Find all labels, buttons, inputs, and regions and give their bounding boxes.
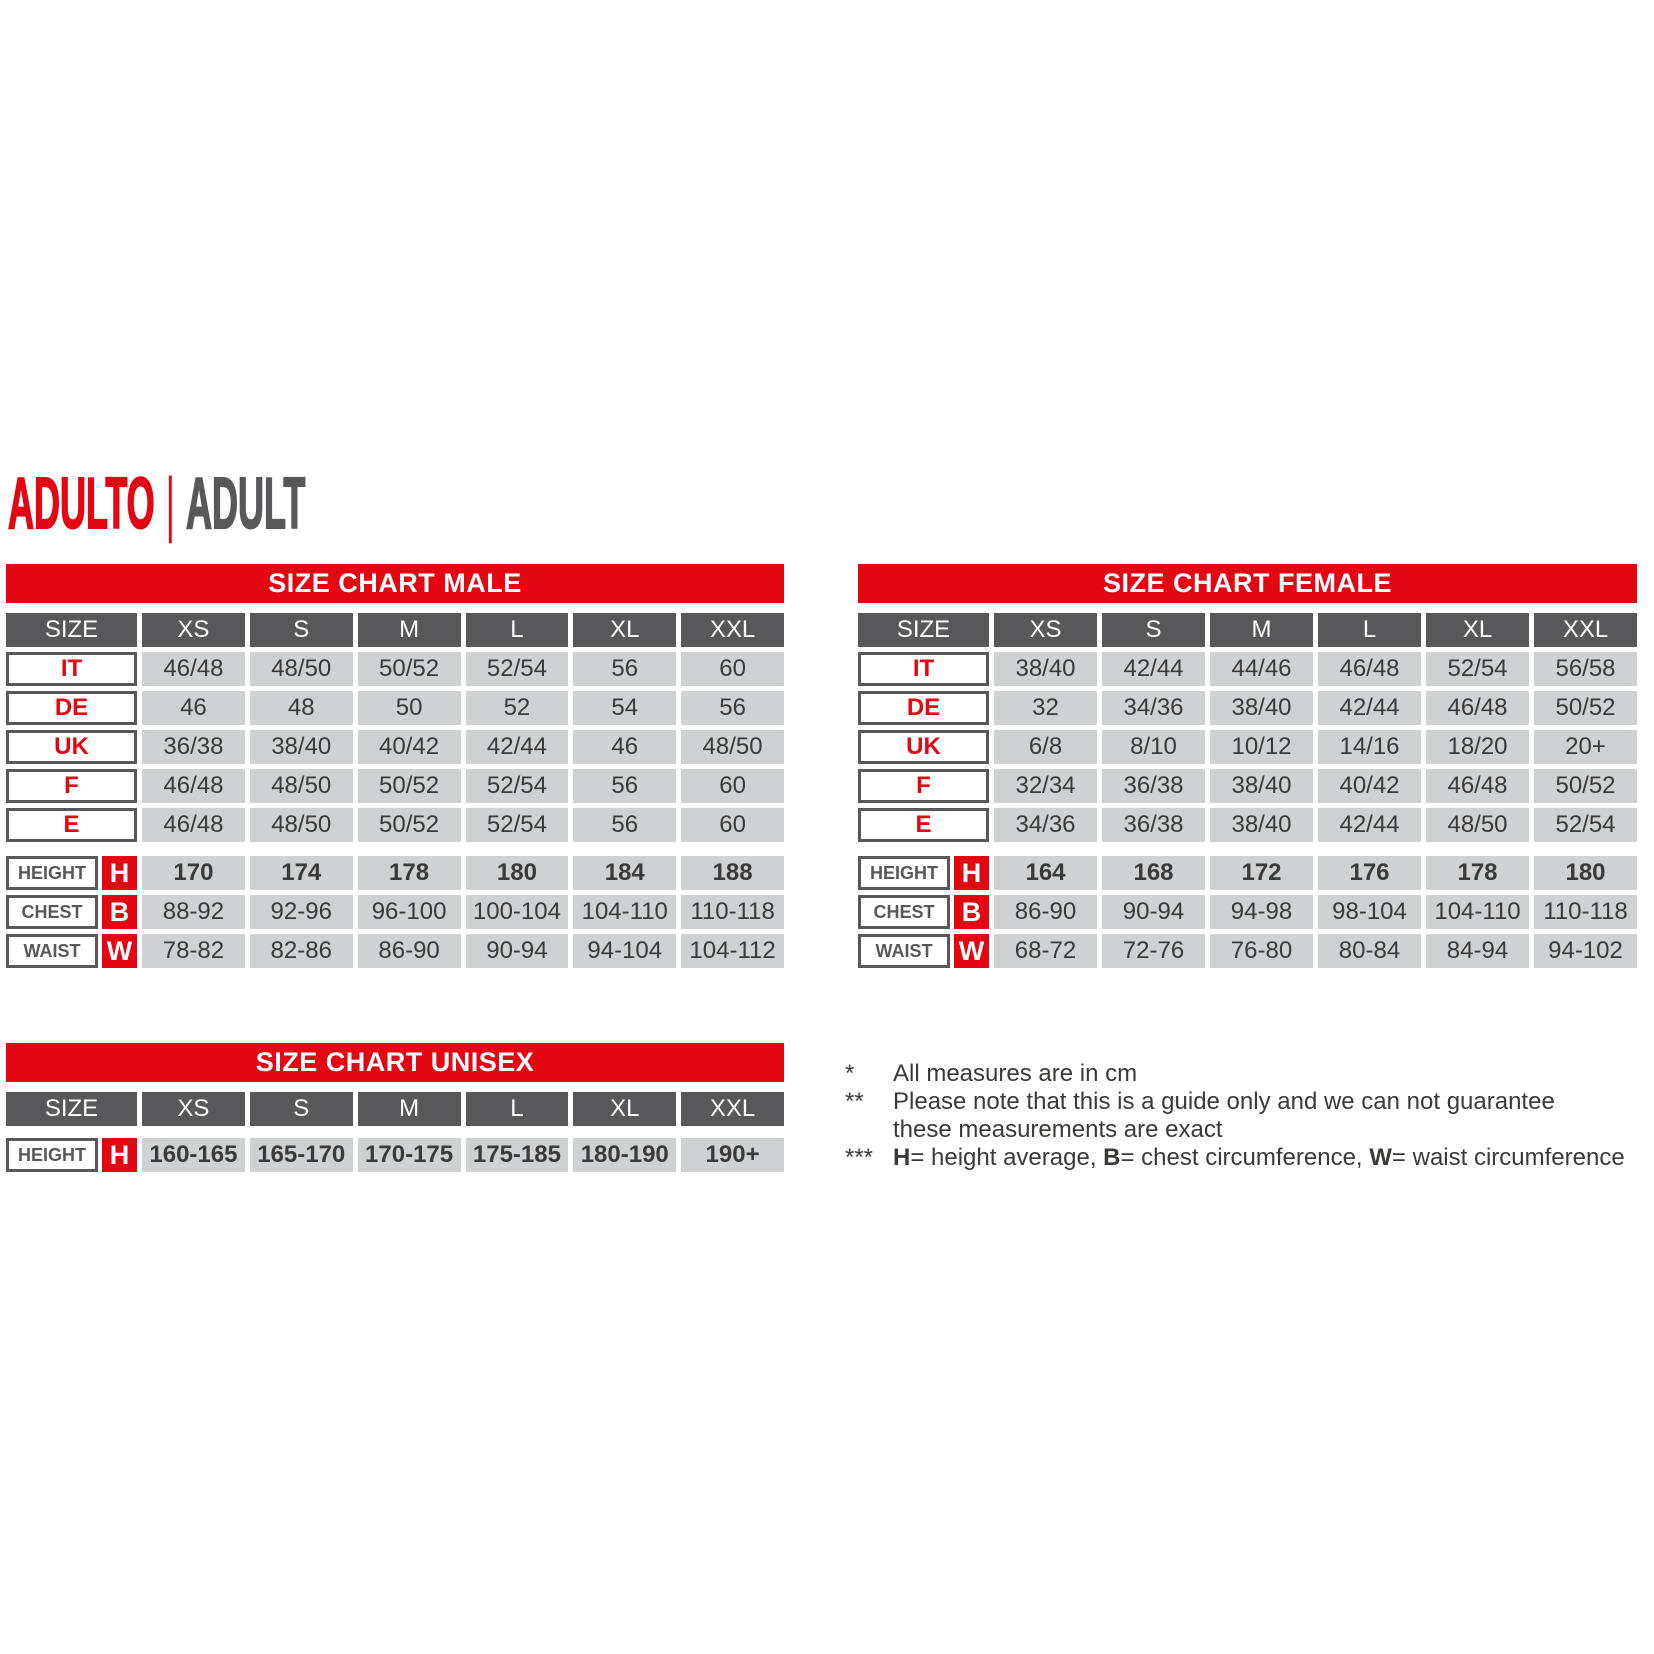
size-header-cell: SIZE bbox=[6, 1092, 137, 1126]
measure-value-cell: 90-94 bbox=[1102, 895, 1205, 929]
measure-value-cell: 104-112 bbox=[681, 934, 784, 968]
measure-label-waist bbox=[6, 934, 137, 968]
size-chart-unisex bbox=[6, 1043, 784, 1172]
size-value-cell: 60 bbox=[681, 769, 784, 803]
footnote-bold-term: B bbox=[1103, 1144, 1121, 1171]
size-system-label-uk: UK bbox=[6, 730, 137, 764]
measure-value-cell: 160-165 bbox=[142, 1138, 245, 1172]
measure-value-cell: 96-100 bbox=[358, 895, 461, 929]
size-value-cell: 50/52 bbox=[1534, 691, 1637, 725]
size-value-cell: 36/38 bbox=[1102, 769, 1205, 803]
footnote-marker: *** bbox=[845, 1144, 874, 1171]
table-title-banner: SIZE CHART UNISEX bbox=[6, 1043, 784, 1082]
measure-letter-h: H bbox=[102, 856, 137, 890]
size-value-cell: 32 bbox=[994, 691, 1097, 725]
measure-value-cell: 175-185 bbox=[466, 1138, 569, 1172]
footnote-segment: = chest circumference, bbox=[1120, 1144, 1370, 1171]
measure-value-cell: 98-104 bbox=[1318, 895, 1421, 929]
size-value-cell: 46 bbox=[573, 730, 676, 764]
footnote bbox=[845, 1144, 1651, 1172]
column-header-xl: XL bbox=[573, 1092, 676, 1126]
measure-value-cell: 174 bbox=[250, 856, 353, 890]
footnote bbox=[845, 1060, 1651, 1088]
measure-value-cell: 188 bbox=[681, 856, 784, 890]
size-value-cell: 38/40 bbox=[1210, 769, 1313, 803]
size-value-cell: 36/38 bbox=[1102, 808, 1205, 842]
measure-value-cell: 184 bbox=[573, 856, 676, 890]
measure-value-cell: 104-110 bbox=[1426, 895, 1529, 929]
size-value-cell: 52/54 bbox=[466, 769, 569, 803]
column-header-m: M bbox=[1210, 613, 1313, 647]
measure-value-cell: 190+ bbox=[681, 1138, 784, 1172]
size-value-cell: 50/52 bbox=[358, 808, 461, 842]
footnote-segment: Please note that this is a guide only and we can not guarantee these measurements are exact bbox=[893, 1088, 1555, 1143]
column-header-xs: XS bbox=[142, 613, 245, 647]
measure-value-cell: 180 bbox=[466, 856, 569, 890]
size-value-cell: 42/44 bbox=[1318, 691, 1421, 725]
measure-label-waist bbox=[858, 934, 989, 968]
size-value-cell: 38/40 bbox=[1210, 691, 1313, 725]
footnote-text bbox=[893, 1144, 1625, 1172]
column-header-l: L bbox=[1318, 613, 1421, 647]
size-value-cell: 6/8 bbox=[994, 730, 1097, 764]
size-system-label-f: F bbox=[858, 769, 989, 803]
page-title-text bbox=[8, 464, 306, 544]
column-header-s: S bbox=[1102, 613, 1205, 647]
size-value-cell: 44/46 bbox=[1210, 652, 1313, 686]
size-value-cell: 42/44 bbox=[466, 730, 569, 764]
measure-value-cell: 170 bbox=[142, 856, 245, 890]
measure-value-cell: 86-90 bbox=[358, 934, 461, 968]
measure-value-cell: 100-104 bbox=[466, 895, 569, 929]
measure-letter-b: B bbox=[102, 895, 137, 929]
size-value-cell: 36/38 bbox=[142, 730, 245, 764]
column-header-xs: XS bbox=[142, 1092, 245, 1126]
size-value-cell: 52/54 bbox=[466, 652, 569, 686]
size-value-cell: 50/52 bbox=[1534, 769, 1637, 803]
column-header-xxl: XXL bbox=[681, 1092, 784, 1126]
size-value-cell: 42/44 bbox=[1102, 652, 1205, 686]
size-value-cell: 60 bbox=[681, 808, 784, 842]
measure-label-height bbox=[6, 1138, 137, 1172]
column-header-xxl: XXL bbox=[1534, 613, 1637, 647]
measure-name: WAIST bbox=[858, 934, 950, 968]
measure-value-cell: 180-190 bbox=[573, 1138, 676, 1172]
size-value-cell: 20+ bbox=[1534, 730, 1637, 764]
measure-letter-w: W bbox=[102, 934, 137, 968]
measure-value-cell: 82-86 bbox=[250, 934, 353, 968]
size-grid bbox=[6, 1092, 784, 1126]
size-value-cell: 38/40 bbox=[994, 652, 1097, 686]
size-value-cell: 46/48 bbox=[142, 652, 245, 686]
footnote-segment: = waist circumference bbox=[1391, 1144, 1625, 1171]
table-title-banner: SIZE CHART FEMALE bbox=[858, 564, 1637, 603]
measure-name: HEIGHT bbox=[6, 856, 98, 890]
size-value-cell: 50 bbox=[358, 691, 461, 725]
size-value-cell: 46/48 bbox=[1318, 652, 1421, 686]
column-header-xl: XL bbox=[573, 613, 676, 647]
measures-grid bbox=[6, 856, 784, 968]
size-value-cell: 60 bbox=[681, 652, 784, 686]
page-title-secondary: ADULT bbox=[186, 464, 306, 544]
measure-value-cell: 170-175 bbox=[358, 1138, 461, 1172]
footnote-segment: All measures are in cm bbox=[893, 1060, 1138, 1087]
measure-value-cell: 164 bbox=[994, 856, 1097, 890]
measure-label-chest bbox=[858, 895, 989, 929]
size-value-cell: 40/42 bbox=[358, 730, 461, 764]
size-value-cell: 8/10 bbox=[1102, 730, 1205, 764]
measure-name: WAIST bbox=[6, 934, 98, 968]
measure-value-cell: 86-90 bbox=[994, 895, 1097, 929]
measure-value-cell: 90-94 bbox=[466, 934, 569, 968]
size-value-cell: 48/50 bbox=[250, 808, 353, 842]
size-value-cell: 46/48 bbox=[1426, 691, 1529, 725]
size-header-cell: SIZE bbox=[6, 613, 137, 647]
size-value-cell: 10/12 bbox=[1210, 730, 1313, 764]
measure-value-cell: 178 bbox=[358, 856, 461, 890]
size-value-cell: 38/40 bbox=[1210, 808, 1313, 842]
column-header-xxl: XXL bbox=[681, 613, 784, 647]
size-value-cell: 48/50 bbox=[250, 769, 353, 803]
size-value-cell: 52/54 bbox=[466, 808, 569, 842]
measure-value-cell: 94-104 bbox=[573, 934, 676, 968]
measure-value-cell: 172 bbox=[1210, 856, 1313, 890]
measure-value-cell: 168 bbox=[1102, 856, 1205, 890]
size-grid bbox=[858, 613, 1637, 842]
size-grid bbox=[6, 613, 784, 842]
measure-name: CHEST bbox=[858, 895, 950, 929]
measure-value-cell: 88-92 bbox=[142, 895, 245, 929]
size-value-cell: 56 bbox=[573, 769, 676, 803]
size-system-label-it: IT bbox=[6, 652, 137, 686]
size-value-cell: 46/48 bbox=[1426, 769, 1529, 803]
measure-letter-h: H bbox=[102, 1138, 137, 1172]
measure-name: CHEST bbox=[6, 895, 98, 929]
size-chart-female bbox=[858, 564, 1637, 968]
measure-letter-h: H bbox=[954, 856, 989, 890]
measure-label-height bbox=[858, 856, 989, 890]
footnote-marker: * bbox=[845, 1060, 855, 1087]
size-value-cell: 52 bbox=[466, 691, 569, 725]
column-header-l: L bbox=[466, 1092, 569, 1126]
size-value-cell: 56/58 bbox=[1534, 652, 1637, 686]
footnote-bold-term: H bbox=[893, 1144, 911, 1171]
measure-value-cell: 78-82 bbox=[142, 934, 245, 968]
size-value-cell: 48/50 bbox=[1426, 808, 1529, 842]
measure-value-cell: 84-94 bbox=[1426, 934, 1529, 968]
measure-value-cell: 165-170 bbox=[250, 1138, 353, 1172]
measure-name: HEIGHT bbox=[858, 856, 950, 890]
size-system-label-e: E bbox=[6, 808, 137, 842]
page-title-separator: | bbox=[165, 464, 176, 544]
column-header-l: L bbox=[466, 613, 569, 647]
size-value-cell: 46/48 bbox=[142, 769, 245, 803]
size-value-cell: 42/44 bbox=[1318, 808, 1421, 842]
measure-label-height bbox=[6, 856, 137, 890]
column-header-s: S bbox=[250, 613, 353, 647]
column-header-xs: XS bbox=[994, 613, 1097, 647]
measures-grid bbox=[6, 1138, 784, 1172]
size-value-cell: 48 bbox=[250, 691, 353, 725]
footnotes bbox=[845, 1060, 1651, 1172]
size-value-cell: 50/52 bbox=[358, 769, 461, 803]
measure-value-cell: 110-118 bbox=[681, 895, 784, 929]
size-value-cell: 18/20 bbox=[1426, 730, 1529, 764]
size-value-cell: 56 bbox=[573, 808, 676, 842]
size-value-cell: 54 bbox=[573, 691, 676, 725]
size-value-cell: 32/34 bbox=[994, 769, 1097, 803]
size-system-label-de: DE bbox=[858, 691, 989, 725]
column-header-xl: XL bbox=[1426, 613, 1529, 647]
measure-name: HEIGHT bbox=[6, 1138, 98, 1172]
size-header-cell: SIZE bbox=[858, 613, 989, 647]
size-value-cell: 50/52 bbox=[358, 652, 461, 686]
size-value-cell: 38/40 bbox=[250, 730, 353, 764]
size-value-cell: 34/36 bbox=[994, 808, 1097, 842]
size-system-label-e: E bbox=[858, 808, 989, 842]
footnote-marker: ** bbox=[845, 1088, 864, 1115]
measures-grid bbox=[858, 856, 1637, 968]
measure-value-cell: 180 bbox=[1534, 856, 1637, 890]
size-system-label-uk: UK bbox=[858, 730, 989, 764]
footnote-text bbox=[893, 1088, 1583, 1144]
measure-value-cell: 104-110 bbox=[573, 895, 676, 929]
measure-value-cell: 68-72 bbox=[994, 934, 1097, 968]
size-system-label-f: F bbox=[6, 769, 137, 803]
measure-letter-w: W bbox=[954, 934, 989, 968]
table-title-banner: SIZE CHART MALE bbox=[6, 564, 784, 603]
column-header-m: M bbox=[358, 1092, 461, 1126]
measure-value-cell: 76-80 bbox=[1210, 934, 1313, 968]
measure-value-cell: 178 bbox=[1426, 856, 1529, 890]
size-chart-male bbox=[6, 564, 784, 968]
size-value-cell: 34/36 bbox=[1102, 691, 1205, 725]
page-title bbox=[8, 464, 603, 544]
size-value-cell: 52/54 bbox=[1426, 652, 1529, 686]
footnote-segment: = height average, bbox=[910, 1144, 1104, 1171]
measure-value-cell: 176 bbox=[1318, 856, 1421, 890]
size-value-cell: 46 bbox=[142, 691, 245, 725]
measure-value-cell: 92-96 bbox=[250, 895, 353, 929]
size-value-cell: 48/50 bbox=[250, 652, 353, 686]
size-value-cell: 48/50 bbox=[681, 730, 784, 764]
measure-value-cell: 80-84 bbox=[1318, 934, 1421, 968]
size-value-cell: 14/16 bbox=[1318, 730, 1421, 764]
measure-value-cell: 72-76 bbox=[1102, 934, 1205, 968]
measure-value-cell: 110-118 bbox=[1534, 895, 1637, 929]
size-value-cell: 40/42 bbox=[1318, 769, 1421, 803]
column-header-m: M bbox=[358, 613, 461, 647]
footnote bbox=[845, 1088, 1651, 1144]
page-title-primary: ADULTO bbox=[8, 464, 155, 544]
footnote-bold-term: W bbox=[1369, 1144, 1392, 1171]
size-system-label-it: IT bbox=[858, 652, 989, 686]
size-system-label-de: DE bbox=[6, 691, 137, 725]
measure-value-cell: 94-98 bbox=[1210, 895, 1313, 929]
footnote-text bbox=[893, 1060, 1137, 1088]
measure-letter-b: B bbox=[954, 895, 989, 929]
size-value-cell: 56 bbox=[681, 691, 784, 725]
size-value-cell: 46/48 bbox=[142, 808, 245, 842]
measure-value-cell: 94-102 bbox=[1534, 934, 1637, 968]
size-value-cell: 56 bbox=[573, 652, 676, 686]
size-value-cell: 52/54 bbox=[1534, 808, 1637, 842]
column-header-s: S bbox=[250, 1092, 353, 1126]
measure-label-chest bbox=[6, 895, 137, 929]
